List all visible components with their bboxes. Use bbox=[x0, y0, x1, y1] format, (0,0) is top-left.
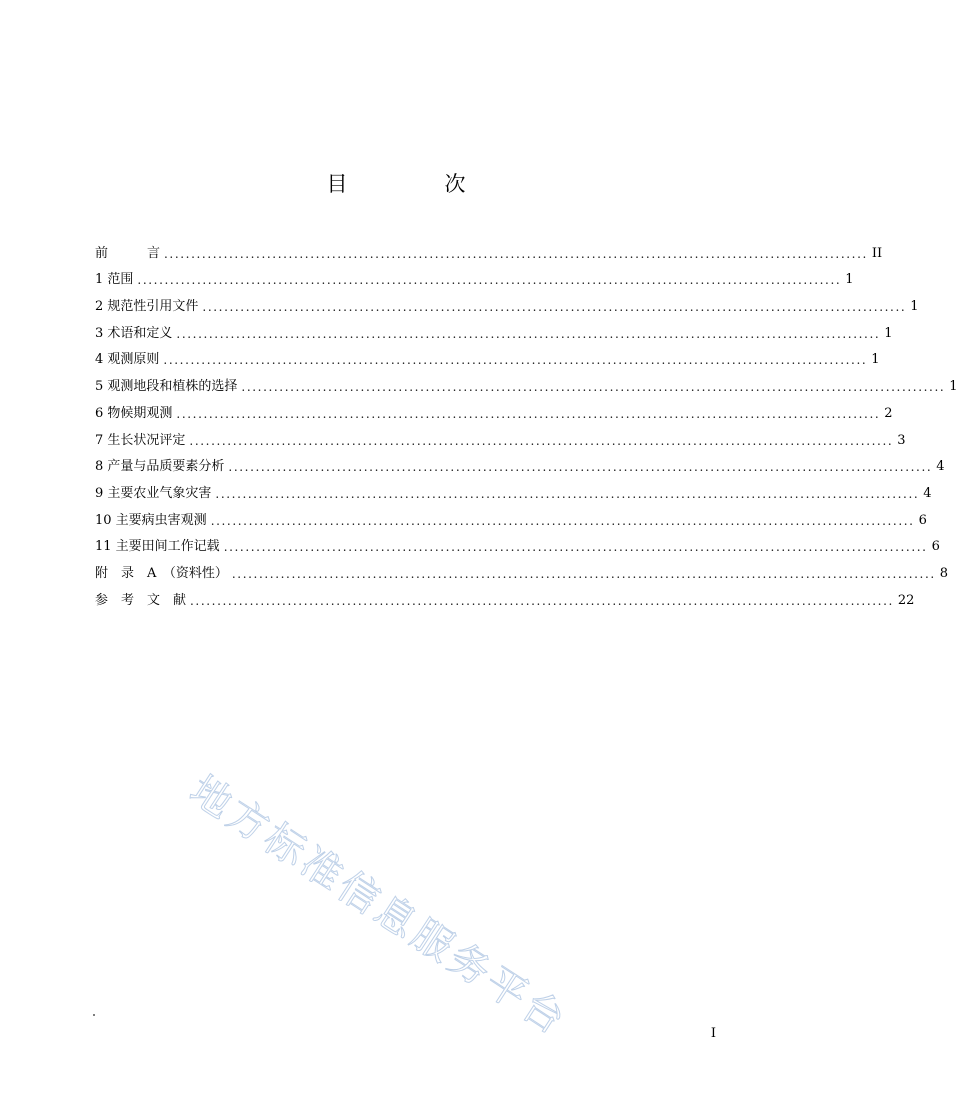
toc-label: 4 观测原则 bbox=[95, 352, 160, 368]
table-of-contents bbox=[95, 238, 958, 612]
toc-label: 前 言 bbox=[95, 245, 161, 261]
toc-entry-scope[interactable] bbox=[95, 265, 854, 292]
toc-page-number: 1 bbox=[949, 379, 958, 395]
toc-entry-yield-quality[interactable] bbox=[95, 452, 945, 479]
toc-leader-dots: .................................................................................................................................. bbox=[190, 593, 894, 608]
toc-entry-bibliography[interactable] bbox=[95, 585, 915, 612]
toc-leader-dots: .................................................................................................................................. bbox=[210, 513, 915, 528]
toc-page-number: 1 bbox=[910, 299, 919, 315]
toc-leader-dots: .................................................................................................................................. bbox=[231, 566, 936, 581]
toc-leader-dots: .................................................................................................................................. bbox=[202, 300, 907, 315]
toc-page-number: 1 bbox=[871, 352, 880, 368]
toc-page-number: 6 bbox=[918, 512, 927, 528]
toc-page-number: 8 bbox=[939, 565, 949, 581]
watermark: 地方标准信息服务平台 bbox=[181, 767, 576, 1046]
toc-leader-dots: .................................................................................................................................. bbox=[137, 273, 842, 288]
toc-entry-disasters[interactable] bbox=[95, 478, 932, 505]
toc-page-number: 2 bbox=[884, 405, 893, 421]
toc-page-number: 22 bbox=[897, 592, 915, 608]
toc-label: 3 术语和定义 bbox=[95, 325, 173, 341]
toc-label: 7 生长状况评定 bbox=[95, 432, 186, 448]
page-title: 目 次 bbox=[326, 172, 504, 196]
toc-page-number: 1 bbox=[884, 325, 893, 341]
toc-entry-terms[interactable] bbox=[95, 318, 893, 345]
toc-label: 1 范围 bbox=[95, 272, 134, 288]
toc-leader-dots: .................................................................................................................................. bbox=[164, 246, 868, 261]
toc-leader-dots: .................................................................................................................................. bbox=[223, 540, 928, 555]
toc-leader-dots: .................................................................................................................................. bbox=[163, 353, 868, 368]
toc-entry-normative-references[interactable] bbox=[95, 291, 919, 318]
toc-entry-site-selection[interactable] bbox=[95, 371, 958, 398]
toc-page-number: 6 bbox=[931, 539, 940, 555]
toc-leader-dots: .................................................................................................................................. bbox=[215, 486, 920, 501]
toc-entry-pests[interactable] bbox=[95, 505, 927, 532]
toc-page-number: 4 bbox=[936, 459, 945, 475]
toc-entry-preface[interactable] bbox=[95, 238, 883, 265]
page-number: I bbox=[710, 1026, 716, 1041]
toc-label: 6 物候期观测 bbox=[95, 405, 173, 421]
toc-label: 11 主要田间工作记载 bbox=[95, 539, 220, 555]
toc-entry-field-work[interactable] bbox=[95, 532, 940, 559]
toc-entry-principles[interactable] bbox=[95, 345, 880, 372]
toc-leader-dots: .................................................................................................................................. bbox=[241, 380, 946, 395]
toc-page-number: II bbox=[871, 245, 883, 261]
toc-label: 2 规范性引用文件 bbox=[95, 299, 199, 315]
toc-label: 参 考 文 献 bbox=[95, 592, 187, 608]
toc-label: 10 主要病虫害观测 bbox=[95, 512, 207, 528]
toc-leader-dots: .................................................................................................................................. bbox=[228, 460, 933, 475]
toc-entry-appendix-a[interactable] bbox=[95, 558, 949, 585]
toc-entry-phenology[interactable] bbox=[95, 398, 893, 425]
toc-page-number: 1 bbox=[845, 272, 854, 288]
toc-label: 5 观测地段和植株的选择 bbox=[95, 379, 238, 395]
toc-label: 附 录 A （资料性） bbox=[95, 565, 228, 581]
toc-entry-growth-assessment[interactable] bbox=[95, 425, 906, 452]
scan-dot bbox=[93, 1014, 95, 1016]
toc-leader-dots: .................................................................................................................................. bbox=[189, 433, 894, 448]
toc-page-number: 3 bbox=[897, 432, 906, 448]
toc-page-number: 4 bbox=[923, 485, 932, 501]
toc-label: 8 产量与品质要素分析 bbox=[95, 459, 225, 475]
toc-leader-dots: .................................................................................................................................. bbox=[176, 406, 881, 421]
toc-leader-dots: .................................................................................................................................. bbox=[176, 326, 881, 341]
toc-label: 9 主要农业气象灾害 bbox=[95, 485, 212, 501]
